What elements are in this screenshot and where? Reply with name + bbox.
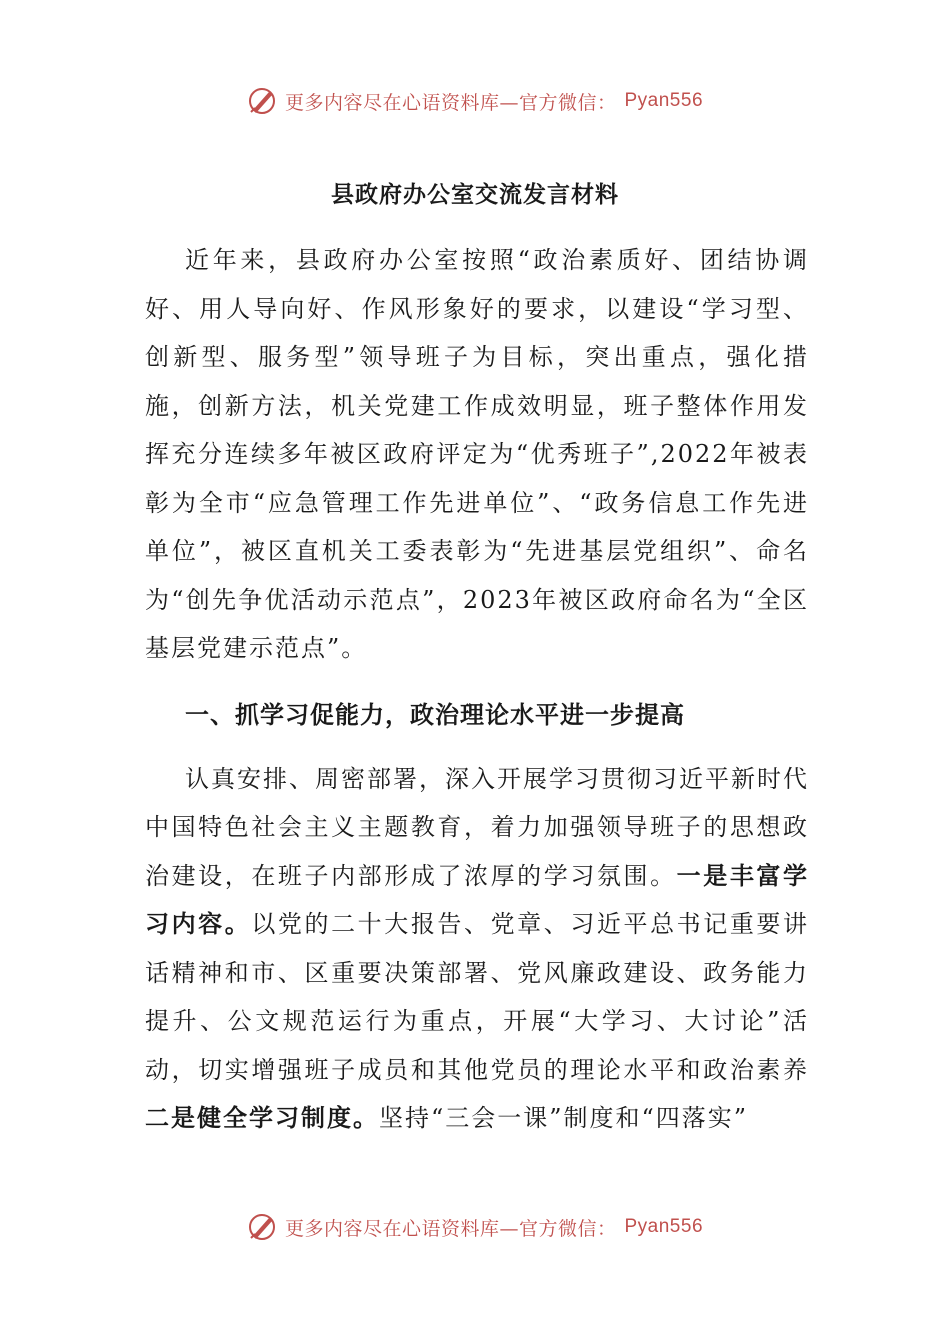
section-1-text-1: 认真安排、周密部署，深入开展学习贯彻习近平新时代中国特色社会主义主题教育，着力加强领导班子的思想政治建设，在班子内部形成了浓厚的学习氛围。 <box>145 764 809 890</box>
section-1-text-2: 以党的二十大报告、党章、习近平总书记重要讲话精神和市、区重要决策部署、党风廉政建设、政务能力提升、公文规范运行为重点，开展“大学习、大讨论”活动，切实增强班子成员和其他党员的理论水平和政治素养 <box>145 910 810 1084</box>
watermark-text: 更多内容尽在心语资料库—官方微信： <box>284 1217 617 1240</box>
document-title: 县政府办公室交流发言材料 <box>331 181 619 208</box>
watermark-footer <box>0 1212 950 1242</box>
section-1-bold-2: 二是健全学习制度。 <box>145 1103 379 1132</box>
watermark-header <box>0 86 950 116</box>
section-1-paragraph <box>145 755 809 1143</box>
document-body <box>145 236 809 1143</box>
section-1-heading: 一、抓学习促能力，政治理论水平进一步提高 <box>185 699 685 729</box>
section-1-bold-1: 一是丰富学习内容。 <box>145 860 810 938</box>
watermark-text: 更多内容尽在心语资料库—官方微信： <box>284 91 617 114</box>
section-1-text-3: 坚持“三会一课”制度和“四落实” <box>379 1104 749 1132</box>
watermark-handle: Pyan556 <box>624 90 704 111</box>
intro-paragraph: 近年来，县政府办公室按照“政治素质好、团结协调好、用人导向好、作风形象好的要求，以建设“学习型、创新型、服务型”领导班子为目标，突出重点，强化措施，创新方法，机关党建工作成效明显，班子整体作用发挥充分连续多年被区政府评定为“优秀班子”,2022年被表彰为全市“应急管理工作先进单位”、“政务信息工作先进单位”，被区直机关工委表彰为“先进基层党组织”、命名为“创先争优活动示范点”，2023年被区政府命名为“全区基层党建示范点”。 <box>145 246 809 662</box>
pen-circle-icon <box>247 86 277 116</box>
pen-circle-icon <box>247 1212 277 1242</box>
watermark-handle: Pyan556 <box>624 1216 704 1237</box>
